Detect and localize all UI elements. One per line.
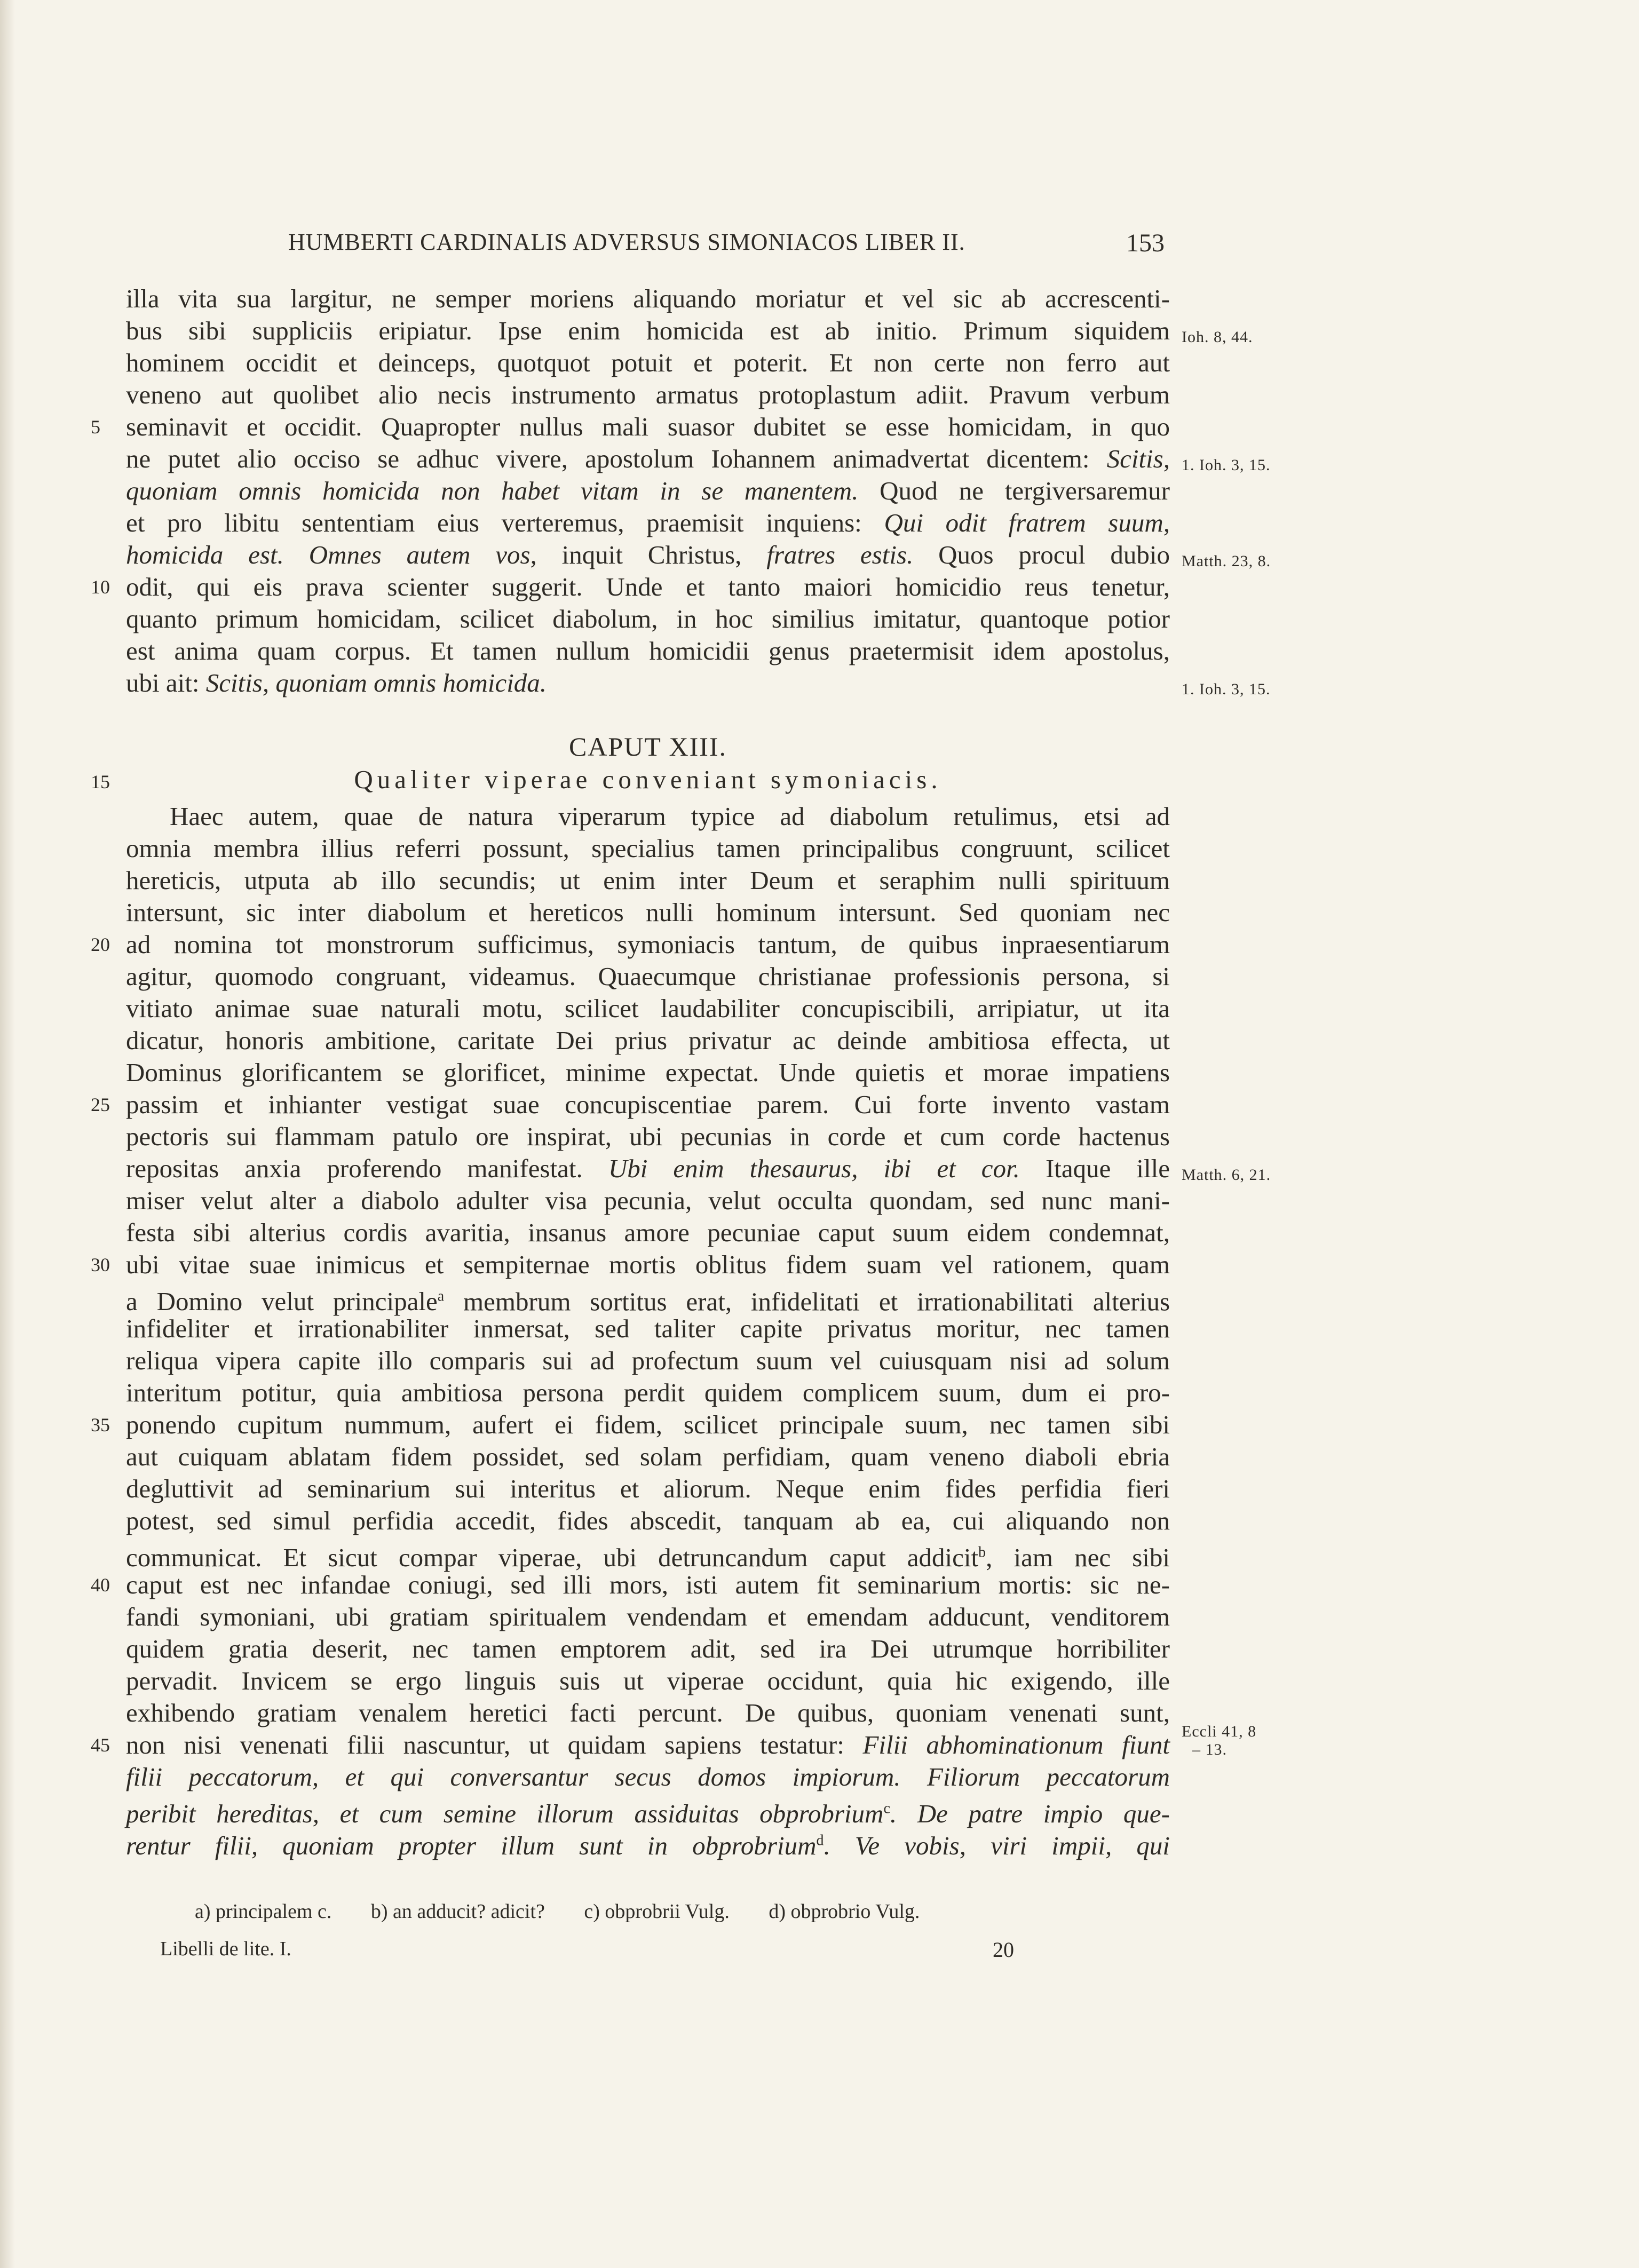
text-line: [126, 443, 1170, 475]
text-line: [126, 1729, 1170, 1761]
italic-quote: rentur filii, quoniam propter illum sunt in obprobrium$^d$. Ve vobis, viri impii, qui: [126, 1831, 1170, 1861]
text-line: intersunt, sic inter diabolum et hereticos nulli hominum intersunt. Sed quoniam nec: [126, 898, 1170, 927]
line-number: 20: [91, 934, 110, 955]
text-line: [126, 507, 1170, 539]
footnote-marker: d: [816, 1833, 824, 1849]
text-line: [126, 539, 1170, 571]
text-line: est anima quam corpus. Et tamen nullum homicidii genus praetermisit idem apostolus,: [126, 636, 1170, 665]
text-line: agitur, quomodo congruant, videamus. Quaecumque christianae professionis persona, si: [126, 962, 1170, 991]
text-line: [126, 1793, 1170, 1830]
line-number: 15: [91, 771, 110, 792]
italic-quote: peribit hereditas, et cum semine illorum assiduitas obprobrium$^c$. De patre impio que-: [126, 1799, 1170, 1829]
gutter-shadow: [0, 0, 15, 2268]
footnotes: [195, 1900, 954, 1923]
margin-ref: Matth. 6, 21.: [1182, 1166, 1271, 1184]
text-line: aut cuiquam ablatam fidem possidet, sed solam perfidiam, quam veneno diaboli ebria: [126, 1442, 1170, 1471]
line-number: 35: [91, 1414, 110, 1436]
text-line: quidem gratia deserit, nec tamen emptorem adit, sed ira Dei utrumque horribiliter: [126, 1634, 1170, 1663]
text-segment: ubi ait:: [126, 668, 200, 697]
footnote-marker: c: [883, 1801, 890, 1817]
text-line: miser velut alter a diabolo adulter visa pecunia, velut occulta quondam, sed nunc mani-: [126, 1186, 1170, 1215]
running-title: HUMBERTI CARDINALIS ADVERSUS SIMONIACOS LIBER II.: [288, 229, 965, 255]
text-line: [126, 667, 1170, 699]
text-line: quanto primum homicidam, scilicet diabolum, in hoc similius imitatur, quantoque potior: [126, 604, 1170, 633]
line-number: 30: [91, 1254, 110, 1275]
text-line: illa vita sua largitur, ne semper moriens aliquando moriatur et vel sic ab accrescenti-: [126, 284, 1170, 313]
text-line: dicatur, honoris ambitione, caritate Dei prius privatur ac deinde ambitiosa effecta, ut: [126, 1026, 1170, 1055]
text-segment: Itaque ille: [1045, 1154, 1170, 1183]
text-segment: Quos procul dubio: [938, 540, 1170, 569]
italic-quote: Filii abhominationum fiunt: [862, 1730, 1170, 1759]
text-line: [126, 475, 1170, 507]
italic-quote: Ubi enim thesaurus, ibi et cor.: [608, 1154, 1020, 1183]
italic-quote: quoniam omnis homicida non habet vitam in se manentem.: [126, 476, 859, 505]
text-segment: a Domino velut principale$^a$: [126, 1287, 445, 1317]
italic-quote: Qui odit fratrem suum,: [884, 508, 1170, 537]
line-number: 25: [91, 1094, 110, 1115]
text-line: caput est nec infandae coniugi, sed illi mors, isti autem fit seminarium mortis: sic ne-: [126, 1570, 1170, 1599]
text-line: pectoris sui flammam patulo ore inspirat, ubi pecunias in corde et cum corde hactenus: [126, 1122, 1170, 1151]
line-number: 5: [91, 416, 100, 438]
text-line: ubi vitae suae inimicus et sempiternae mortis oblitus fidem suam vel rationem, quam: [126, 1250, 1170, 1279]
chapter-title: CAPUT XIII.: [568, 732, 727, 762]
text-segment: inquit Christus,: [561, 540, 742, 569]
line-number: 45: [91, 1734, 110, 1756]
text-line: hereticis, utputa ab illo secundis; ut enim inter Deum et seraphim nulli spirituum: [126, 866, 1170, 895]
text-line: vitiato animae suae naturali motu, scilicet laudabiliter concupiscibili, arripiatur, ut ita: [126, 994, 1170, 1023]
margin-ref: – 13.: [1192, 1741, 1227, 1758]
footnote-marker: a: [437, 1288, 445, 1305]
folio-series: Libelli de lite. I.: [160, 1938, 291, 1960]
chapter-subtitle: Qualiter viperae conveniant symoniacis.: [354, 765, 942, 794]
text-line: [126, 1537, 1170, 1574]
italic-quote: homicida est.: [126, 540, 284, 569]
footnote: c) obprobrii Vulg.: [584, 1900, 730, 1923]
text-line: [126, 1825, 1170, 1862]
text-line: festa sibi alterius cordis avaritia, insanus amore pecuniae caput suum eidem condemnat,: [126, 1218, 1170, 1247]
text-line: reliqua vipera capite illo comparis sui ad profectum suum vel cuiusquam nisi ad solum: [126, 1346, 1170, 1375]
margin-ref: 1. Ioh. 3, 15.: [1182, 680, 1271, 698]
folio-signature: 20: [993, 1938, 1014, 1962]
text-segment: Quod ne tergiversaremur: [880, 476, 1170, 505]
italic-quote: fratres estis.: [766, 540, 914, 569]
margin-ref: Eccli 41, 8: [1182, 1723, 1257, 1740]
margin-ref: Ioh. 8, 44.: [1182, 328, 1253, 346]
text-segment: communicat. Et sicut compar viperae, ubi detruncandum caput addicit$^b$, iam nec sibi: [126, 1543, 1170, 1573]
text-line: omnia membra illius referri possunt, specialius tamen principalibus congruunt, scilicet: [126, 834, 1170, 863]
text-line: bus sibi suppliciis eripiatur. Ipse enim homicida est ab initio. Primum siquidem: [126, 316, 1170, 345]
footnote: b) an adducit? adicit?: [370, 1900, 545, 1923]
text-line: seminavit et occidit. Quapropter nullus mali suasor dubitet se esse homicidam, in quo: [126, 412, 1170, 441]
text-line: potest, sed simul perfidia accedit, fides abscedit, tanquam ab ea, cui aliquando non: [126, 1506, 1170, 1535]
line-number: 40: [91, 1574, 110, 1596]
italic-quote: Scitis, quoniam omnis homicida.: [205, 668, 547, 697]
text-line: ponendo cupitum nummum, aufert ei fidem, scilicet principale suum, nec tamen sibi: [126, 1410, 1170, 1439]
text-line: infideliter et irrationabiliter inmersat, sed taliter capite privatus moritur, nec tamen: [126, 1314, 1170, 1343]
text-line: [126, 1153, 1170, 1185]
text-line: ad nomina tot monstrorum sufficimus, symoniacis tantum, de quibus inpraesentiarum: [126, 930, 1170, 959]
text-line: Haec autem, quae de natura viperarum typice ad diabolum retulimus, etsi ad: [170, 802, 1170, 831]
text-line: passim et inhianter vestigat suae concupiscentiae parem. Cui forte invento vastam: [126, 1090, 1170, 1119]
text-segment: non nisi venenati filii nascuntur, ut quidam sapiens testatur:: [126, 1730, 844, 1759]
text-line: [126, 1761, 1170, 1793]
text-line: odit, qui eis prava scienter suggerit. Unde et tanto maiori homicidio reus tenetur,: [126, 572, 1170, 601]
text-line: Dominus glorificantem se glorificet, minime expectat. Unde quietis et morae impatiens: [126, 1058, 1170, 1087]
text-segment: et pro libitu sententiam eius verteremus, praemisit inquiens:: [126, 508, 862, 537]
footnote: d) obprobrio Vulg.: [769, 1900, 920, 1923]
margin-ref: Matth. 23, 8.: [1182, 552, 1271, 570]
footnote-marker: b: [978, 1544, 986, 1561]
text-segment: membrum sortitus erat, infidelitati et irrationabilitati alterius: [463, 1287, 1170, 1317]
text-segment: ne putet alio occiso se adhuc vivere, apostolum Iohannem animadvertat dicentem:: [126, 444, 1090, 473]
text-line: fandi symoniani, ubi gratiam spiritualem vendendam et emendam adducunt, venditorem: [126, 1602, 1170, 1631]
text-line: pervadit. Invicem se ergo linguis suis ut viperae occidunt, quia hic exigendo, ille: [126, 1666, 1170, 1695]
margin-ref: 1. Ioh. 3, 15.: [1182, 456, 1271, 474]
text-line: [126, 1281, 1170, 1318]
text-line: veneno aut quolibet alio necis instrumento armatus protoplastum adiit. Pravum verbum: [126, 380, 1170, 409]
italic-quote: filii peccatorum, et qui conversantur secus domos impiorum. Filiorum peccatorum: [126, 1762, 1170, 1791]
line-number: 10: [91, 576, 110, 598]
italic-quote: Scitis,: [1106, 444, 1170, 473]
text-line: degluttivit ad seminarium sui interitus et aliorum. Neque enim fides perfidia fieri: [126, 1474, 1170, 1503]
text-segment: repositas anxia proferendo manifestat.: [126, 1154, 583, 1183]
text-line: exhibendo gratiam venalem heretici facti percunt. De quibus, quoniam venenati sunt,: [126, 1698, 1170, 1727]
page-number: 153: [1126, 229, 1165, 257]
text-line: interitum potitur, quia ambitiosa persona perdit quidem complicem suum, dum ei pro-: [126, 1378, 1170, 1407]
text-line: hominem occidit et deinceps, quotquot potuit et poterit. Et non certe non ferro aut: [126, 348, 1170, 377]
footnote: a) principalem c.: [195, 1900, 332, 1923]
italic-quote: Omnes autem vos,: [308, 540, 537, 569]
